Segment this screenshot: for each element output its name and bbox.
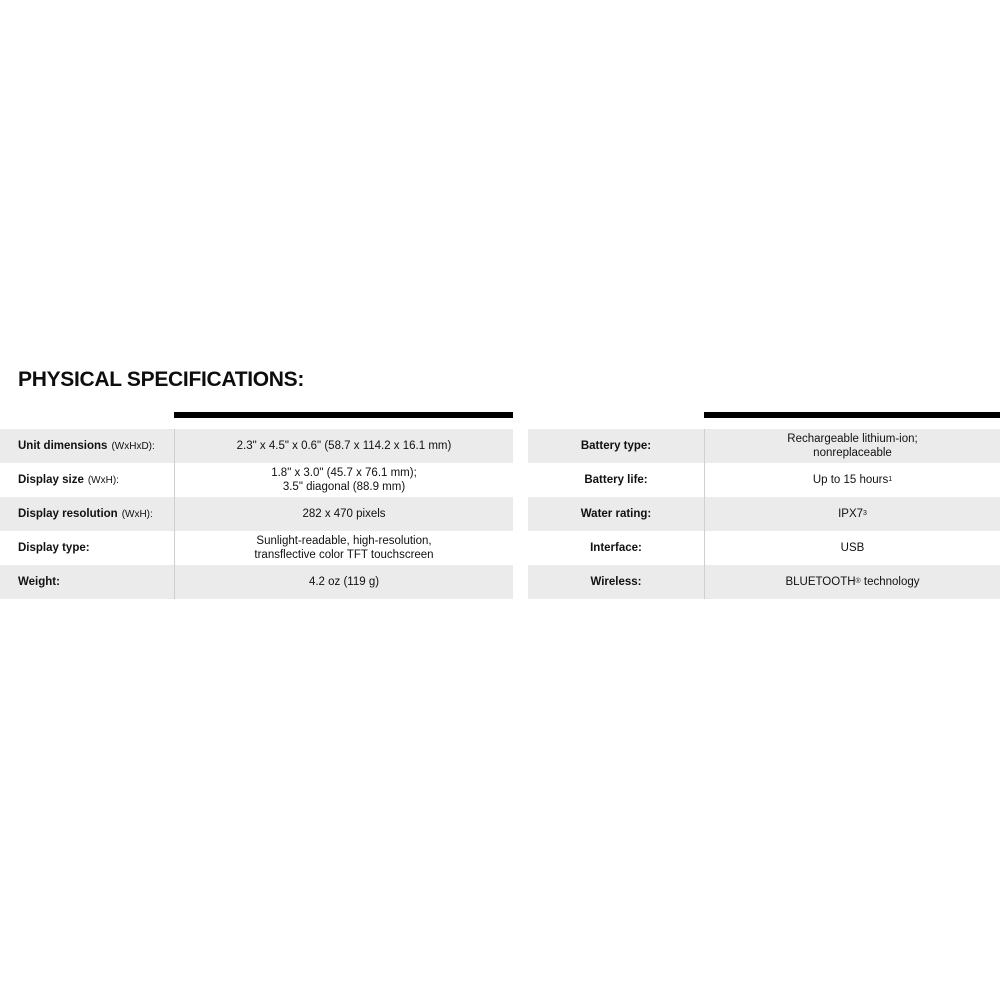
spec-row-battery-life <box>528 463 1000 497</box>
spec-value: 282 x 470 pixels <box>174 497 513 531</box>
spec-value-text: IPX7 <box>838 508 864 520</box>
spec-label: Wireless: <box>590 576 642 588</box>
spec-row-interface <box>528 531 1000 565</box>
page-title: PHYSICAL SPECIFICATIONS: <box>18 368 305 391</box>
spec-row-wireless <box>528 565 1000 599</box>
spec-value: 1.8" x 3.0" (45.7 x 76.1 mm); 3.5" diagonal (88.9 mm) <box>174 463 513 497</box>
spec-row-weight <box>0 565 513 599</box>
spec-value: 4.2 oz (119 g) <box>174 565 513 599</box>
spec-label-text: Unit dimensions <box>18 440 108 452</box>
spec-rows-left <box>0 429 513 599</box>
spec-value: Rechargeable lithium-ion; nonreplaceable <box>704 429 1000 463</box>
spec-row-battery-type <box>528 429 1000 463</box>
spec-value: IPX7 3 <box>704 497 1000 531</box>
spec-label-qualifier: (WxH): <box>121 508 153 520</box>
spec-row-unit-dimensions <box>0 429 513 463</box>
spec-label: Battery type: <box>580 440 652 452</box>
spec-label <box>0 463 174 497</box>
spec-value-text: Up to 15 hours <box>812 474 889 486</box>
spec-row-water-rating <box>528 497 1000 531</box>
spec-label: Interface: <box>590 542 642 554</box>
spec-row-display-size <box>0 463 513 497</box>
spec-value: Up to 15 hours 1 <box>704 463 1000 497</box>
spec-value-suffix: technology <box>860 576 920 588</box>
spec-value: 2.3" x 4.5" x 0.6" (58.7 x 114.2 x 16.1 mm) <box>174 429 513 463</box>
spec-label-qualifier: (WxHxD): <box>111 440 155 452</box>
spec-value-text: BLUETOOTH <box>785 576 856 588</box>
spec-label-text: Weight: <box>18 576 60 588</box>
spec-value: BLUETOOTH ® technology <box>704 565 1000 599</box>
spec-label <box>0 565 174 599</box>
spec-label-text: Display size <box>18 474 84 486</box>
table-header-rule <box>704 412 1000 418</box>
spec-label <box>0 497 174 531</box>
spec-label: Battery life: <box>584 474 648 486</box>
spec-rows-right <box>528 429 1000 599</box>
spec-value: Sunlight-readable, high-resolution, transflective color TFT touchscreen <box>174 531 513 565</box>
spec-label-text: Display resolution <box>18 508 118 520</box>
spec-row-display-resolution <box>0 497 513 531</box>
spec-row-display-type <box>0 531 513 565</box>
spec-label <box>0 429 174 463</box>
spec-label <box>0 531 174 565</box>
spec-value: USB <box>704 531 1000 565</box>
spec-label-qualifier: (WxH): <box>87 474 119 486</box>
spec-label-text: Display type: <box>18 542 90 554</box>
spec-label: Water rating: <box>580 508 652 520</box>
table-header-rule <box>174 412 513 418</box>
